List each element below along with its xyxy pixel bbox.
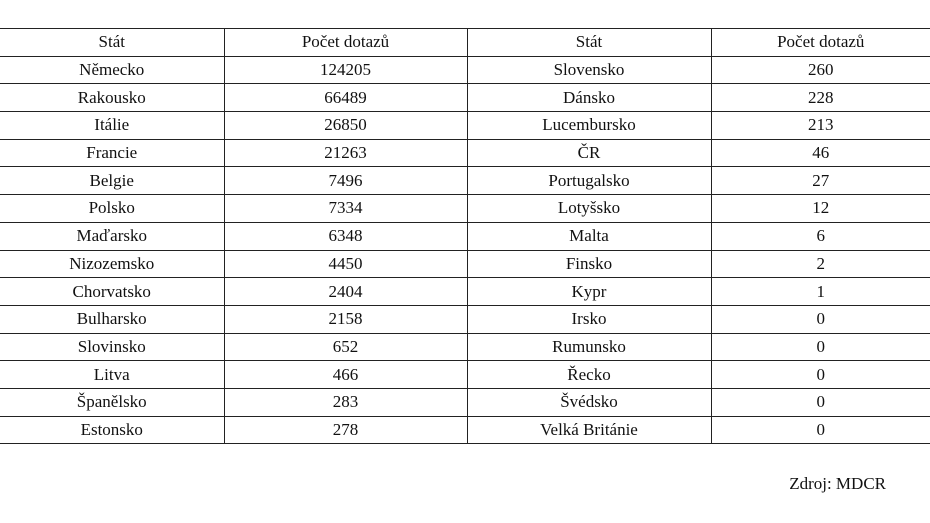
- table-row: [0, 250, 930, 278]
- cell-queries-right: 260: [711, 56, 930, 84]
- cell-country-right: Malta: [467, 222, 711, 250]
- cell-queries-right: 46: [711, 139, 930, 167]
- header-queries-left: Počet dotazů: [224, 29, 467, 57]
- cell-queries-right: 213: [711, 112, 930, 140]
- source-note: Zdroj: MDCR: [789, 474, 886, 493]
- cell-country-right: Lotyšsko: [467, 195, 711, 223]
- table-row: [0, 112, 930, 140]
- cell-queries-right: 1: [711, 278, 930, 306]
- table-row: [0, 84, 930, 112]
- table-body: [0, 56, 930, 444]
- cell-queries-left: 7334: [224, 195, 467, 223]
- cell-country-left: Španělsko: [0, 388, 224, 416]
- cell-queries-left: 124205: [224, 56, 467, 84]
- cell-country-right: Lucembursko: [467, 112, 711, 140]
- cell-queries-left: 26850: [224, 112, 467, 140]
- table-row: [0, 416, 930, 444]
- cell-country-right: Irsko: [467, 305, 711, 333]
- cell-queries-right: 0: [711, 305, 930, 333]
- cell-queries-right: 0: [711, 388, 930, 416]
- header-country-right: Stát: [467, 29, 711, 57]
- cell-queries-left: 2158: [224, 305, 467, 333]
- cell-country-right: Finsko: [467, 250, 711, 278]
- cell-queries-left: 466: [224, 361, 467, 389]
- cell-country-right: Portugalsko: [467, 167, 711, 195]
- cell-queries-left: 6348: [224, 222, 467, 250]
- cell-country-right: Rumunsko: [467, 333, 711, 361]
- table-row: [0, 167, 930, 195]
- cell-country-left: Nizozemsko: [0, 250, 224, 278]
- cell-country-left: Bulharsko: [0, 305, 224, 333]
- table-row: [0, 388, 930, 416]
- cell-queries-left: 652: [224, 333, 467, 361]
- cell-queries-right: 27: [711, 167, 930, 195]
- cell-country-left: Maďarsko: [0, 222, 224, 250]
- cell-queries-left: 4450: [224, 250, 467, 278]
- cell-country-right: Švédsko: [467, 388, 711, 416]
- cell-country-right: Slovensko: [467, 56, 711, 84]
- table-row: [0, 139, 930, 167]
- table-row: [0, 361, 930, 389]
- cell-country-left: Slovinsko: [0, 333, 224, 361]
- cell-queries-left: 2404: [224, 278, 467, 306]
- cell-queries-left: 21263: [224, 139, 467, 167]
- cell-country-left: Estonsko: [0, 416, 224, 444]
- cell-queries-right: 0: [711, 333, 930, 361]
- cell-queries-left: 66489: [224, 84, 467, 112]
- header-row: [0, 29, 930, 57]
- queries-by-country-table: [0, 28, 930, 444]
- cell-queries-left: 278: [224, 416, 467, 444]
- cell-queries-right: 2: [711, 250, 930, 278]
- cell-country-left: Německo: [0, 56, 224, 84]
- cell-queries-right: 0: [711, 416, 930, 444]
- cell-country-left: Itálie: [0, 112, 224, 140]
- cell-country-right: ČR: [467, 139, 711, 167]
- table-row: [0, 278, 930, 306]
- header-queries-right: Počet dotazů: [711, 29, 930, 57]
- cell-queries-right: 0: [711, 361, 930, 389]
- cell-country-right: Řecko: [467, 361, 711, 389]
- table-row: [0, 222, 930, 250]
- cell-country-right: Dánsko: [467, 84, 711, 112]
- table-row: [0, 333, 930, 361]
- table-row: [0, 305, 930, 333]
- cell-queries-right: 12: [711, 195, 930, 223]
- cell-country-left: Litva: [0, 361, 224, 389]
- cell-country-left: Rakousko: [0, 84, 224, 112]
- header-country-left: Stát: [0, 29, 224, 57]
- cell-country-left: Francie: [0, 139, 224, 167]
- cell-country-left: Chorvatsko: [0, 278, 224, 306]
- cell-country-right: Kypr: [467, 278, 711, 306]
- cell-queries-left: 283: [224, 388, 467, 416]
- cell-country-left: Belgie: [0, 167, 224, 195]
- cell-queries-right: 6: [711, 222, 930, 250]
- cell-queries-right: 228: [711, 84, 930, 112]
- cell-country-left: Polsko: [0, 195, 224, 223]
- cell-queries-left: 7496: [224, 167, 467, 195]
- table-row: [0, 56, 930, 84]
- cell-country-right: Velká Británie: [467, 416, 711, 444]
- table-row: [0, 195, 930, 223]
